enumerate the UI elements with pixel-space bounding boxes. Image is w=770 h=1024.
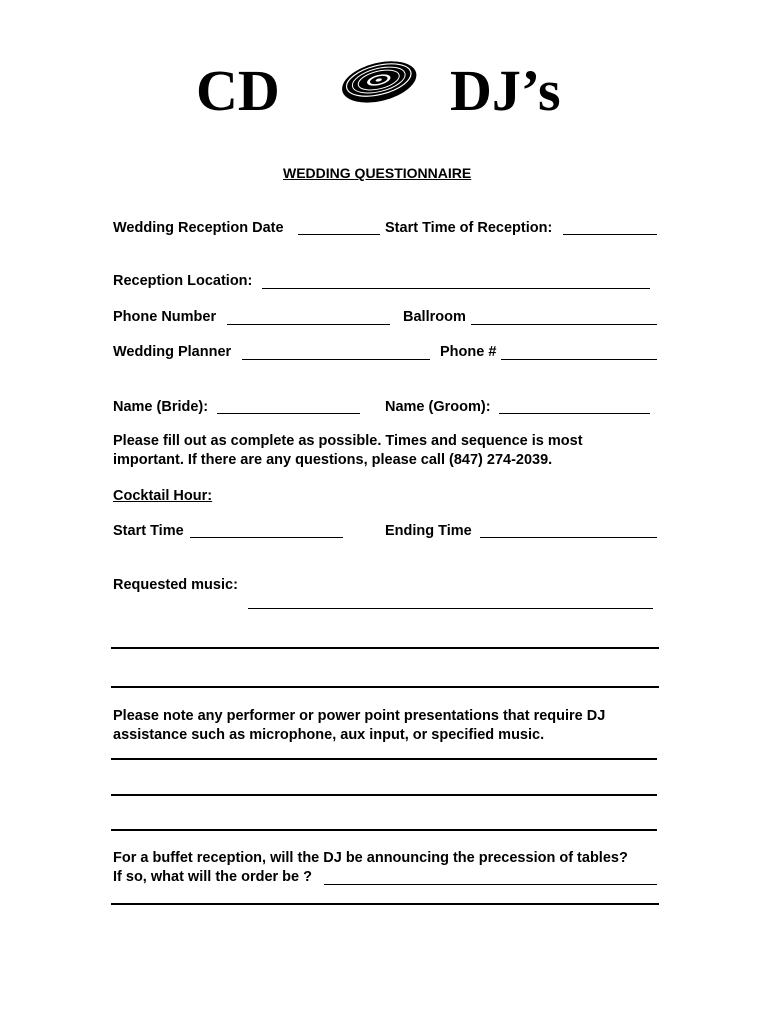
wedding-planner-label: Wedding Planner: [113, 344, 232, 360]
instructions-line-1: Please fill out as complete as possible. Times and sequence is most: [113, 433, 583, 449]
buffet-question-line-2: If so, what will the order be ?: [113, 869, 312, 885]
requested-music-label: Requested music:: [113, 577, 238, 593]
wedding-planner-field[interactable]: [242, 359, 430, 360]
cd-disc-icon: [338, 56, 420, 106]
phone-number-field[interactable]: [227, 324, 390, 325]
performer-field-1[interactable]: [111, 758, 657, 760]
name-groom-field[interactable]: [499, 413, 650, 414]
cocktail-hour-heading: Cocktail Hour:: [113, 488, 213, 504]
performer-field-3[interactable]: [111, 829, 657, 831]
phone-number-label: Phone Number: [113, 309, 217, 325]
requested-music-field-1[interactable]: [248, 608, 653, 609]
logo-text-djs: DJ’s: [450, 58, 561, 123]
name-bride-label: Name (Bride):: [113, 399, 209, 415]
performer-note-line-1: Please note any performer or power point presentations that require DJ: [113, 708, 606, 724]
start-time-reception-label: Start Time of Reception:: [385, 220, 553, 236]
ballroom-field[interactable]: [471, 324, 657, 325]
instructions-line-2: important. If there are any questions, please call (847) 274-2039.: [113, 452, 553, 468]
performer-field-2[interactable]: [111, 794, 657, 796]
phone-hash-label: Phone #: [440, 344, 497, 360]
reception-date-field[interactable]: [298, 234, 380, 235]
cocktail-ending-time-field[interactable]: [480, 537, 657, 538]
performer-note-line-2: assistance such as microphone, aux input, or specified music.: [113, 727, 545, 743]
requested-music-field-2[interactable]: [111, 647, 659, 649]
name-bride-field[interactable]: [217, 413, 360, 414]
ballroom-label: Ballroom: [403, 309, 466, 325]
cocktail-ending-time-label: Ending Time: [385, 523, 472, 539]
cocktail-start-time-label: Start Time: [113, 523, 184, 539]
logo-text-cd: CD: [196, 58, 280, 123]
requested-music-field-3[interactable]: [111, 686, 659, 688]
name-groom-label: Name (Groom):: [385, 399, 491, 415]
reception-location-label: Reception Location:: [113, 273, 253, 289]
phone-hash-field[interactable]: [501, 359, 657, 360]
buffet-question-line-1: For a buffet reception, will the DJ be announcing the precession of tables?: [113, 850, 628, 866]
start-time-reception-field[interactable]: [563, 234, 657, 235]
reception-date-label: Wedding Reception Date: [113, 220, 284, 236]
buffet-order-field[interactable]: [324, 884, 657, 885]
reception-location-field[interactable]: [262, 288, 650, 289]
buffet-field-2[interactable]: [111, 903, 659, 905]
page-title: WEDDING QUESTIONNAIRE: [283, 165, 472, 181]
cocktail-start-time-field[interactable]: [190, 537, 343, 538]
